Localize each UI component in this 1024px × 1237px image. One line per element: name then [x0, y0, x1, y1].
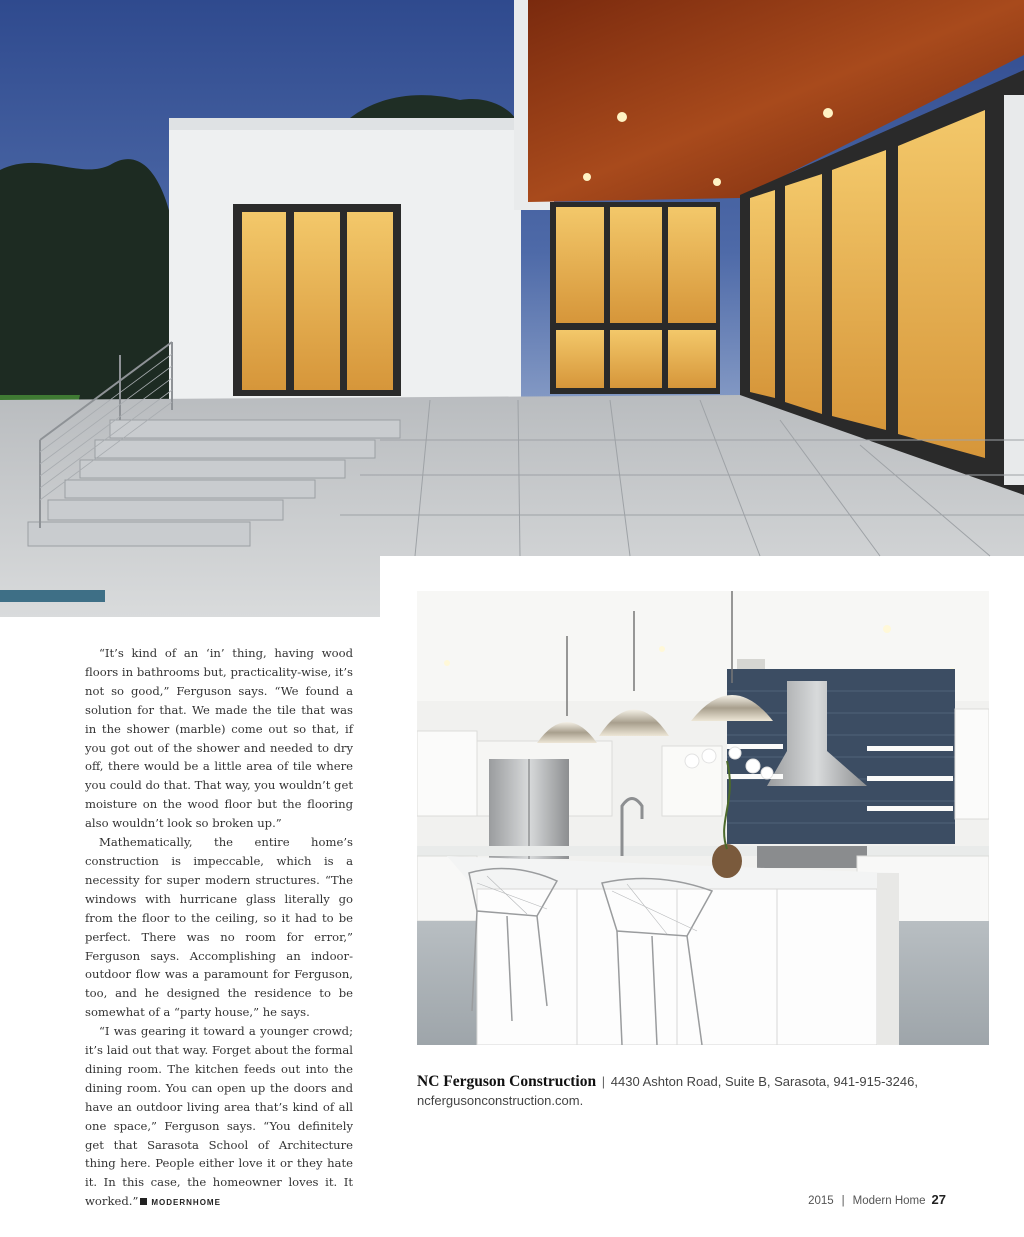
folio-year: 2015 [808, 1195, 834, 1207]
company-name: NC Ferguson Construction [417, 1073, 597, 1090]
signature-mark: MODERNHOME [151, 1198, 221, 1208]
credit-separator: | [601, 1074, 606, 1089]
page-footer [808, 1192, 946, 1207]
end-mark-icon [140, 1198, 147, 1205]
article-body [85, 644, 353, 1213]
article-paragraph: Mathematically, the entire home’s construction is impeccable, which is a necessity for super modern structures. “The windows with hurricane glass literally go from the floor to the ceiling, so it had to be perfect. There was no room for error,” Ferguson says. Accomplishing an indoor-outdoor flow was a paramount for Ferguson, too, and he designed the residence to be somewhat of a “party house,” he says. [85, 835, 353, 1020]
article-paragraph-text: “I was gearing it toward a younger crowd; it’s laid out that way. Forget about the formal dining room. The kitchen feeds out into the dining room. You can open up the doors and have an outdoor living area that’s kind of all one space,” Ferguson says. “You definitely get that Sarasota School of Architecture thing here. People either love it or they hate it. In this case, the homeowner loves it. It worked.” [85, 1024, 353, 1209]
exterior-photo [0, 0, 1024, 617]
folio-magazine: Modern Home [852, 1195, 926, 1207]
page-number: 27 [931, 1192, 946, 1207]
article-paragraph [85, 1022, 353, 1213]
kitchen-photo [417, 591, 989, 1045]
folio-separator: | [841, 1195, 845, 1207]
company-credit [417, 1072, 997, 1110]
company-website: ncfergusonconstruction.com. [417, 1093, 584, 1108]
company-details: 4430 Ashton Road, Suite B, Sarasota, 941-915-3246, [610, 1074, 918, 1089]
article-paragraph: “It’s kind of an ‘in’ thing, having wood floors in bathrooms but, practicality-wise, it’s not so good,” Ferguson says. “We found a solution for that. We made the tile that was in the shower (marble) come out so that, if you got out of the shower and needed to dry off, there would be a little area of tile where you could do that. That way, you wouldn’t get moisture on the wood floor but the flooring also wouldn’t look so broken up.” [85, 646, 353, 831]
